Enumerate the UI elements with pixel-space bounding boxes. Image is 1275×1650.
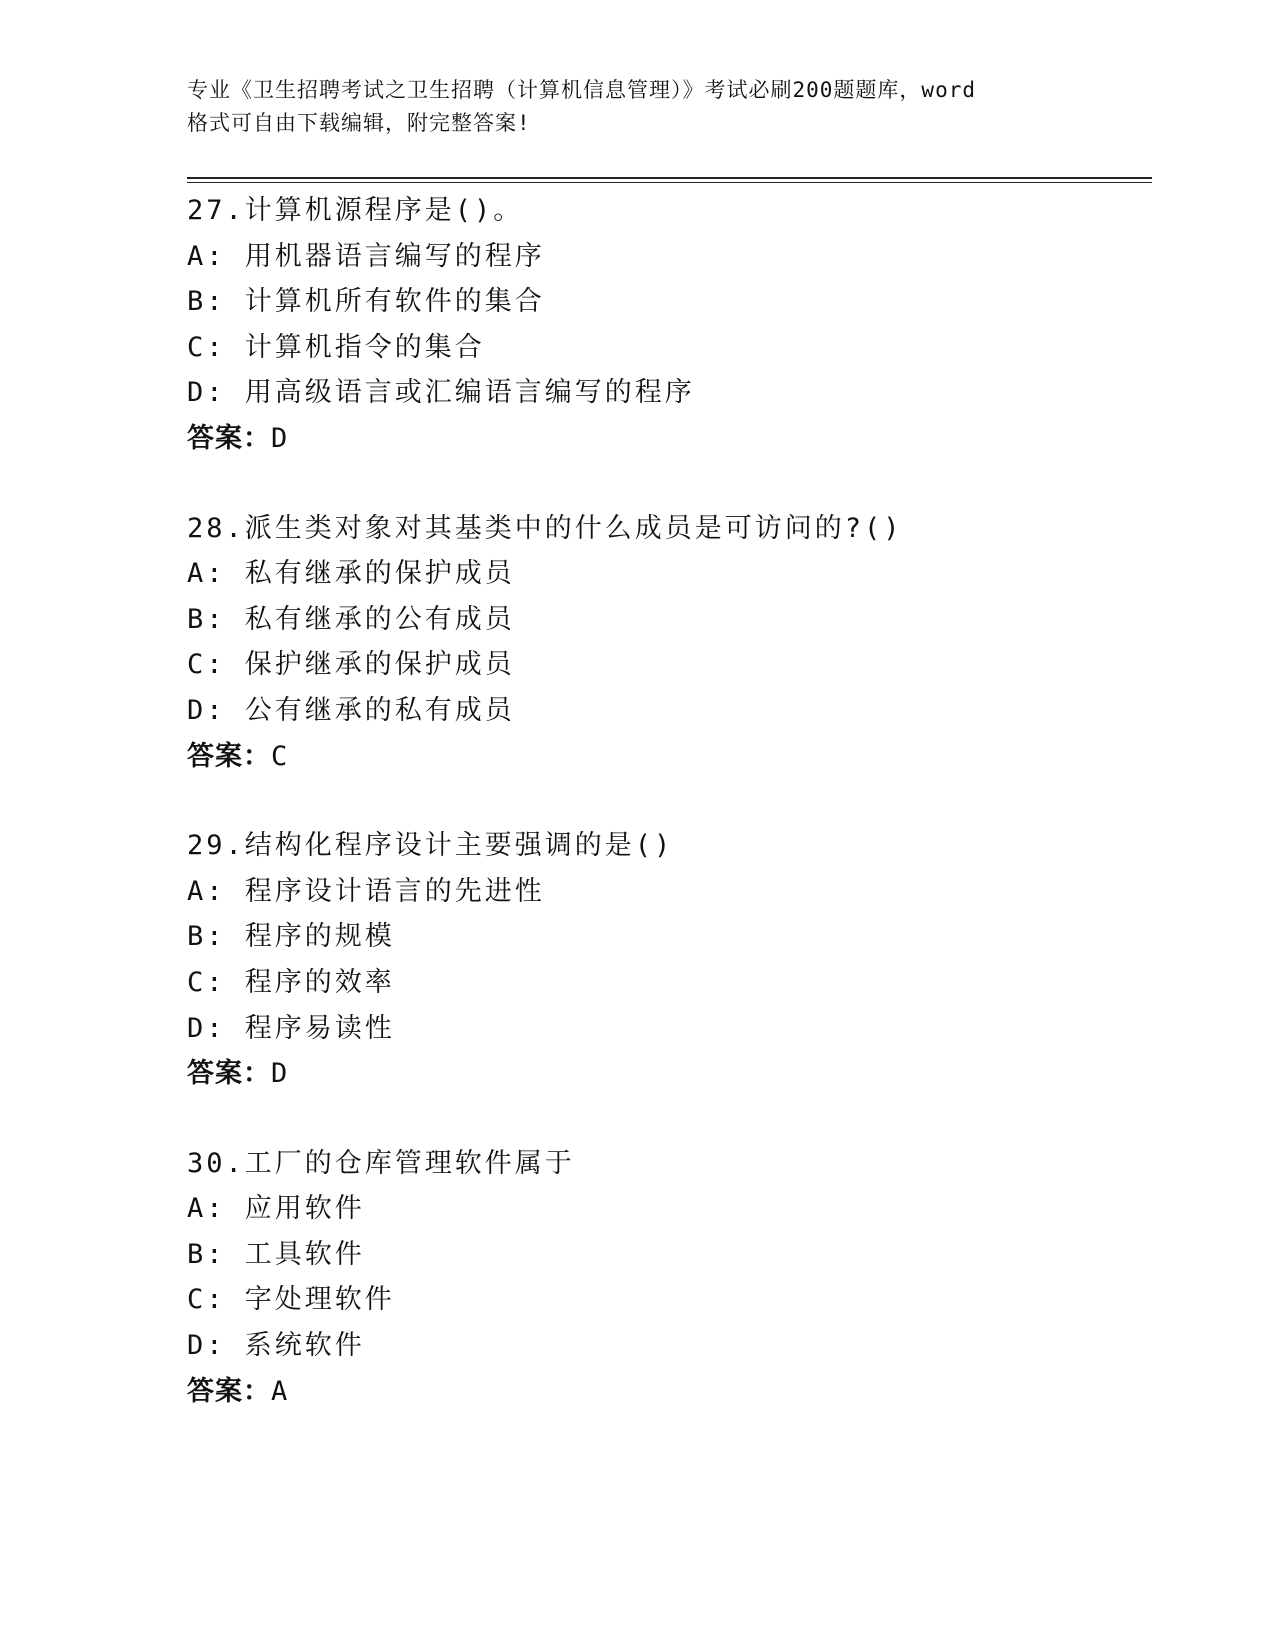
answer-line bbox=[187, 1369, 1152, 1415]
option-a: A: 应用软件 bbox=[187, 1193, 365, 1225]
answer-line bbox=[187, 734, 1152, 780]
answer-line bbox=[187, 416, 1152, 462]
option-b: B: 程序的规模 bbox=[187, 921, 395, 953]
question-stem: 28.派生类对象对其基类中的什么成员是可访问的?() bbox=[187, 512, 903, 544]
answer-label: 答案： bbox=[187, 1058, 271, 1090]
option-b: B: 工具软件 bbox=[187, 1238, 365, 1270]
question-stem: 27.计算机源程序是()。 bbox=[187, 195, 524, 226]
answer-label: 答案： bbox=[187, 740, 271, 772]
option-c: C: 程序的效率 bbox=[187, 966, 395, 998]
answer-value: D bbox=[271, 1058, 288, 1090]
option-b: B: 计算机所有软件的集合 bbox=[187, 286, 545, 318]
option-d: D: 系统软件 bbox=[187, 1330, 365, 1362]
question-stem: 30.工厂的仓库管理软件属于 bbox=[187, 1147, 575, 1179]
option-c: C: 保护继承的保护成员 bbox=[187, 649, 515, 681]
option-d: D: 程序易读性 bbox=[187, 1012, 395, 1044]
option-d: D: 用高级语言或汇编语言编写的程序 bbox=[187, 377, 695, 409]
answer-value: A bbox=[271, 1375, 288, 1407]
option-a: A: 私有继承的保护成员 bbox=[187, 558, 515, 590]
option-c: C: 字处理软件 bbox=[187, 1284, 395, 1316]
header-divider-thin bbox=[187, 182, 1152, 183]
answer-value: C bbox=[271, 740, 288, 772]
option-a: A: 用机器语言编写的程序 bbox=[187, 240, 545, 272]
answer-line bbox=[187, 1051, 1152, 1097]
option-c: C: 计算机指令的集合 bbox=[187, 331, 485, 363]
answer-value: D bbox=[271, 422, 288, 454]
header-divider-thick bbox=[187, 177, 1152, 179]
question-stem: 29.结构化程序设计主要强调的是() bbox=[187, 830, 674, 862]
header-line-2: 格式可自由下载编辑，附完整答案! bbox=[187, 111, 531, 135]
question-block bbox=[187, 506, 1152, 780]
option-b: B: 私有继承的公有成员 bbox=[187, 603, 515, 635]
question-block bbox=[187, 1141, 1152, 1415]
question-block bbox=[187, 188, 1152, 462]
question-list bbox=[187, 188, 1152, 1458]
option-a: A: 程序设计语言的先进性 bbox=[187, 875, 545, 907]
question-block bbox=[187, 823, 1152, 1097]
header-line-1: 专业《卫生招聘考试之卫生招聘（计算机信息管理）》考试必刷200题题库，word bbox=[187, 78, 976, 102]
answer-label: 答案： bbox=[187, 1375, 271, 1407]
option-d: D: 公有继承的私有成员 bbox=[187, 694, 515, 726]
document-header bbox=[187, 74, 1087, 140]
answer-label: 答案： bbox=[187, 422, 271, 454]
